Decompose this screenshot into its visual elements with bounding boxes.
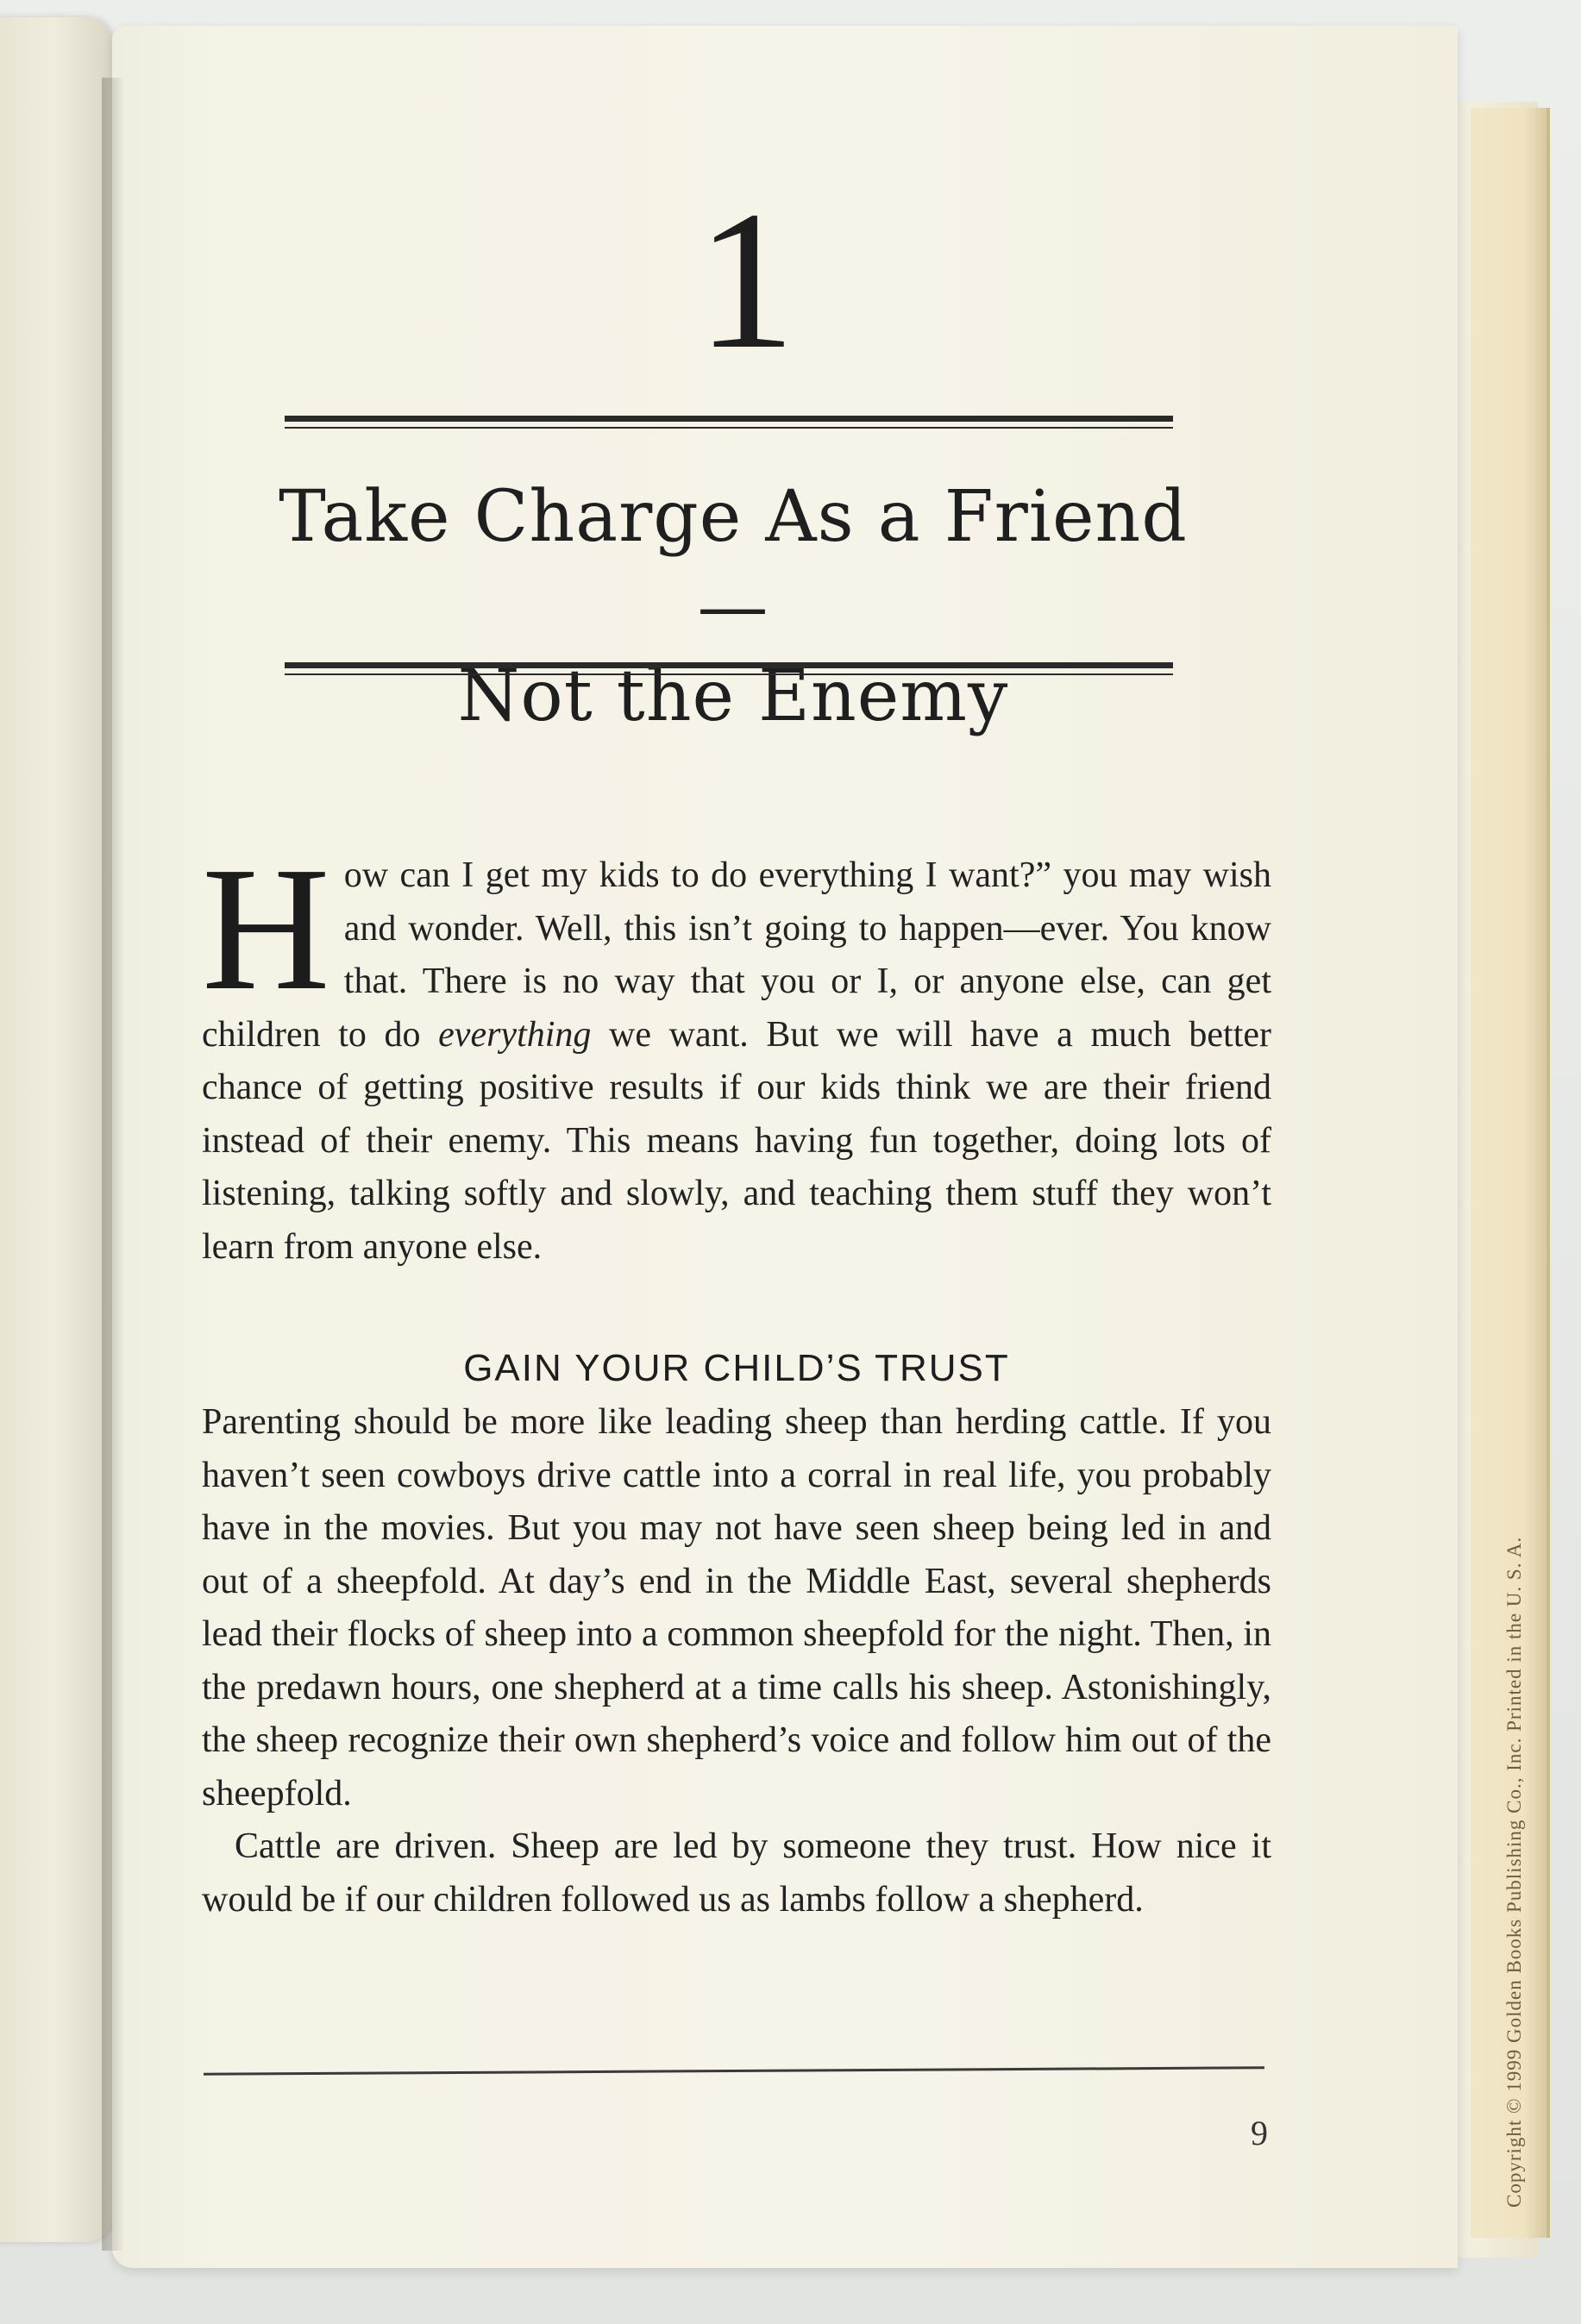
intro-text-end: we want. But we will have a much better chance of getting positive results if our kids think we are their friend instead of their enemy. This means having fun together, doing lots of listening, talking softly and slowly, and teaching them stuff they won’t learn from anyone else.	[202, 1014, 1271, 1267]
section-paragraph-1: Parenting should be more like leading sheep than herding cattle. If you haven’t seen cowboys drive cattle into a corral in real life, you probably have in the movies. But you may not have seen sheep being led in and out of a sheepfold. At day’s end in the Middle East, several shepherds lead their flocks of sheep into a common sheepfold for the night. Then, in the predawn hours, one shepherd at a time calls his sheep. Astonishingly, the sheep recognize their own shepherd’s voice and follow him out of the sheepfold.	[202, 1402, 1271, 1813]
body-text	[202, 830, 1271, 1926]
intro-text: ow can I get my kids to do everything I want?” you may wish and wonder. Well, this isn’t going to happen—ever. You know that. There is no way that you or I, or anyone else, can get children to do	[202, 855, 1271, 1055]
book-page	[112, 26, 1458, 2268]
page-gutter-shadow	[102, 78, 124, 2251]
section-heading: GAIN YOUR CHILD’S TRUST	[463, 1347, 1010, 1389]
section-paragraph-2: Cattle are driven. Sheep are led by someone they trust. How nice it would be if our children followed us as lambs follow a shepherd.	[202, 1826, 1271, 1920]
intro-emphasis: everything	[438, 1014, 592, 1055]
chapter-number: 1	[696, 170, 796, 390]
chapter-title-line-2: Not the Enemy	[457, 655, 1009, 737]
footer-rule	[204, 2066, 1264, 2076]
title-rule-top	[285, 416, 1173, 429]
intro-paragraph	[202, 830, 1271, 1274]
chapter-title	[259, 473, 1208, 742]
chapter-title-line-1: Take Charge As a Friend—	[279, 476, 1188, 648]
page-number: 9	[1251, 2114, 1268, 2152]
drop-cap: H	[202, 830, 330, 1027]
title-rule-bottom	[285, 662, 1173, 675]
left-page-edge	[0, 17, 112, 2242]
copyright-notice: Copyright © 1999 Golden Books Publishing Co., Inc. Printed in the U. S. A.	[1503, 1536, 1525, 2208]
